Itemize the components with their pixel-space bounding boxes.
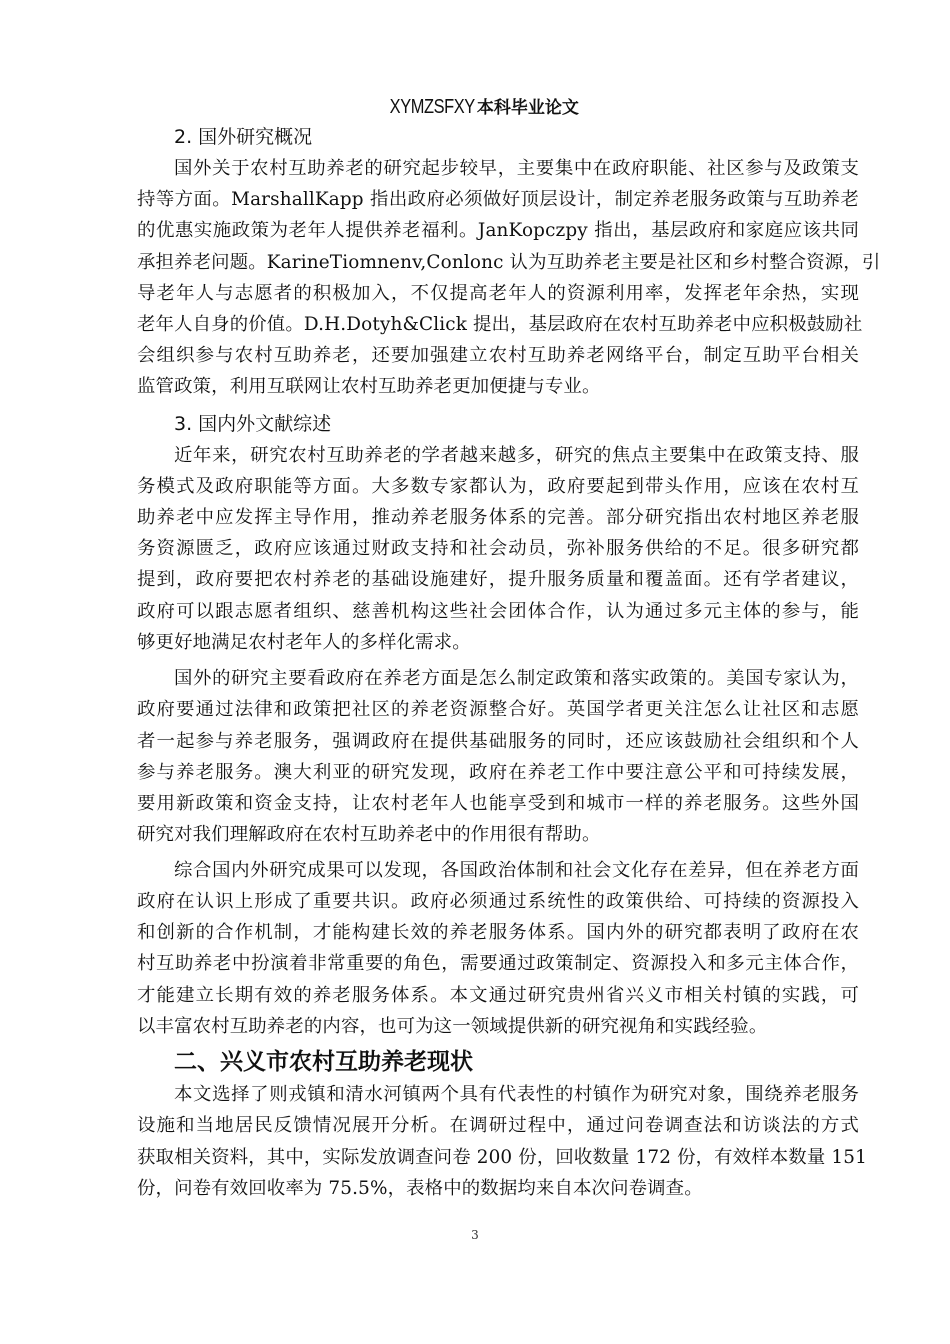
paragraph-line: 获取相关资料，其中，实际发放调查问卷 200 份，回收数量 172 份，有效样本数量 151 xyxy=(137,1147,867,1168)
paragraph-line: 政府可以跟志愿者组织、慈善机构这些社会团体合作，认为通过多元主体的参与，能 xyxy=(137,601,859,622)
section-heading-literature-review: 3. 国内外文献综述 xyxy=(174,413,332,435)
paragraph-line: 务模式及政府职能等方面。大多数专家都认为，政府要起到带头作用，应该在农村互 xyxy=(137,476,859,497)
paragraph-line: 份，问卷有效回收率为 75.5%，表格中的数据均来自本次问卷调查。 xyxy=(137,1178,703,1199)
paragraph-line: 设施和当地居民反馈情况展开分析。在调研过程中，通过问卷调查法和访谈法的方式 xyxy=(137,1115,859,1136)
paragraph-line: 承担养老问题。KarineTiomnenv,Conlonc 认为互助养老主要是社区和乡村整合资源，引 xyxy=(137,252,881,273)
paragraph-line: 政府在认识上形成了重要共识。政府必须通过系统性的政策供给、可持续的资源投入 xyxy=(137,891,859,912)
paragraph-line: 够更好地满足农村老年人的多样化需求。 xyxy=(137,632,471,653)
paragraph-line: 助养老中应发挥主导作用，推动养老服务体系的完善。部分研究指出农村地区养老服 xyxy=(137,507,859,528)
paragraph-line: 会组织参与农村互助养老，还要加强建立农村互助养老网络平台，制定互助平台相关 xyxy=(137,345,859,366)
paragraph-line: 国外关于农村互助养老的研究起步较早，主要集中在政府职能、社区参与及政策支 xyxy=(174,158,859,179)
paragraph-line: 持等方面。MarshallKapp 指出政府必须做好顶层设计，制定养老服务政策与互助养老 xyxy=(137,189,859,210)
paragraph-line: 政府要通过法律和政策把社区的养老资源整合好。英国学者更关注怎么让社区和志愿 xyxy=(137,699,859,720)
page-number: 3 xyxy=(471,1228,479,1242)
paragraph-line: 综合国内外研究成果可以发现，各国政治体制和社会文化存在差异，但在养老方面 xyxy=(174,860,859,881)
paragraph-line: 的优惠实施政策为老年人提供养老福利。JanKopczpy 指出，基层政府和家庭应该共同 xyxy=(137,220,859,241)
paragraph-line: 村互助养老中扮演着非常重要的角色，需要通过政策制定、资源投入和多元主体合作， xyxy=(137,953,859,974)
page-header xyxy=(0,92,950,123)
paragraph-line: 老年人自身的价值。D.H.Dotyh&Click 提出，基层政府在农村互助养老中应积极鼓励社 xyxy=(137,314,863,335)
paragraph-line: 研究对我们理解政府在农村互助养老中的作用很有帮助。 xyxy=(137,824,601,845)
paragraph-line: 以丰富农村互助养老的内容，也可为这一领域提供新的研究视角和实践经验。 xyxy=(137,1016,768,1037)
section-heading-foreign-research: 2. 国外研究概况 xyxy=(174,126,313,148)
paragraph-line: 近年来，研究农村互助养老的学者越来越多，研究的焦点主要集中在政策支持、服 xyxy=(174,445,859,466)
chapter-heading-current-status: 二、兴义市农村互助养老现状 xyxy=(174,1049,473,1075)
paragraph-line: 本文选择了则戎镇和清水河镇两个具有代表性的村镇作为研究对象，围绕养老服务 xyxy=(174,1084,859,1105)
paragraph-line: 和创新的合作机制，才能构建长效的养老服务体系。国内外的研究都表明了政府在农 xyxy=(137,922,859,943)
header-title: 本科毕业论文 xyxy=(476,98,579,118)
paragraph-line: 者一起参与养老服务，强调政府在提供基础服务的同时，还应该鼓励社会组织和个人 xyxy=(137,731,859,752)
paragraph-line: 导老年人与志愿者的积极加入，不仅提高老年人的资源利用率，发挥老年余热，实现 xyxy=(137,283,859,304)
header-code: XYMZSFXY xyxy=(389,96,475,118)
paragraph-line: 提到，政府要把农村养老的基础设施建好，提升服务质量和覆盖面。还有学者建议， xyxy=(137,569,859,590)
paragraph-line: 才能建立长期有效的养老服务体系。本文通过研究贵州省兴义市相关村镇的实践，可 xyxy=(137,985,859,1006)
paragraph-line: 要用新政策和资金支持，让农村老年人也能享受到和城市一样的养老服务。这些外国 xyxy=(137,793,859,814)
paragraph-line: 监管政策，利用互联网让农村互助养老更加便捷与专业。 xyxy=(137,376,601,397)
paragraph-line: 务资源匮乏，政府应该通过财政支持和社会动员，弥补服务供给的不足。很多研究都 xyxy=(137,538,859,559)
paragraph-line: 参与养老服务。澳大利亚的研究发现，政府在养老工作中要注意公平和可持续发展， xyxy=(137,762,859,783)
paragraph-line: 国外的研究主要看政府在养老方面是怎么制定政策和落实政策的。美国专家认为， xyxy=(174,668,859,689)
